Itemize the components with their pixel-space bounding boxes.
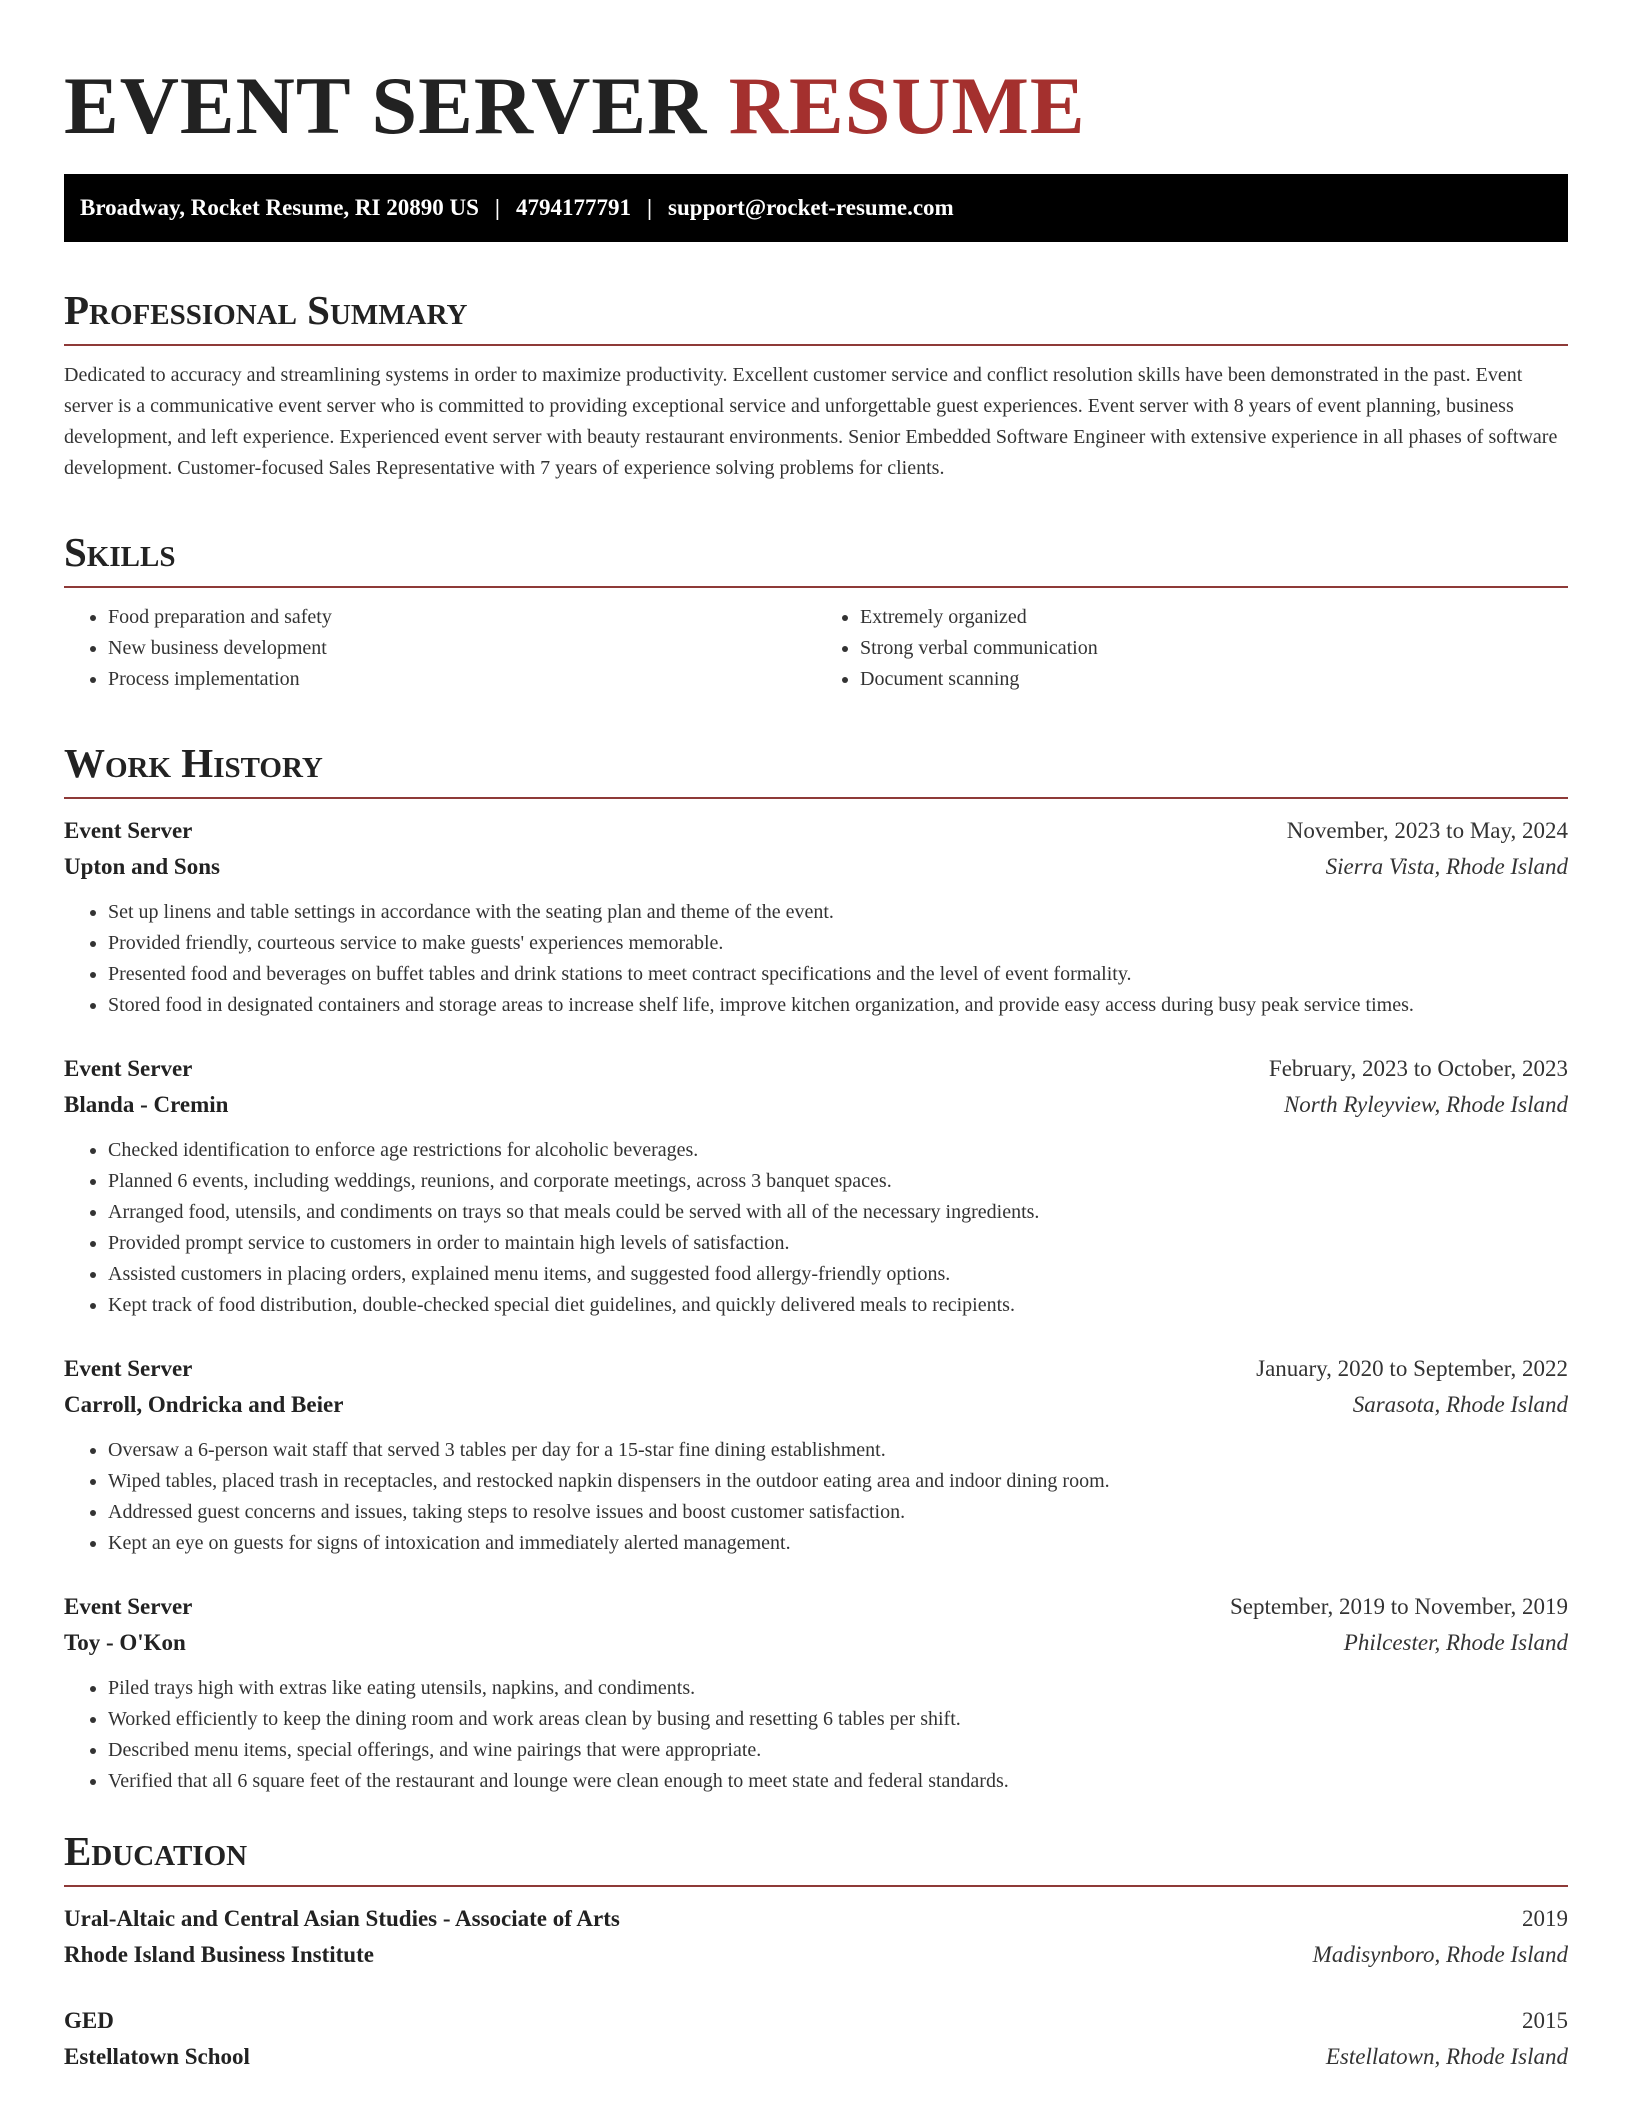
job-entry [64,1589,1568,1797]
work-history-heading: Work History [64,740,323,786]
job-bullet: • Wiped tables, placed trash in receptacles, and restocked napkin dispensers in the outdoor eating area and indoor dining room. [108,1466,1568,1497]
contact-email[interactable]: support@rocket-resume.com [668,195,954,220]
job-bullet: • Worked efficiently to keep the dining room and work areas clean by busing and resetting 6 tables per shift. [108,1704,1568,1735]
resume-title [64,58,1568,154]
skill-item: • Extremely organized [860,602,1568,633]
skills-section [64,528,1568,695]
job-company: Upton and Sons [64,854,220,879]
job-location: Philcester, Rhode Island [1343,1630,1568,1655]
job-bullet: • Stored food in designated containers and storage areas to increase shelf life, improve kitchen organization, and provide easy access during busy peak service times. [108,990,1568,1021]
skills-column-left [64,602,816,695]
job-entry [64,813,1568,1021]
job-bullet: • Kept track of food distribution, double-checked special diet guidelines, and quickly delivered meals to recipients. [108,1290,1568,1321]
job-dates: January, 2020 to September, 2022 [1256,1356,1568,1381]
education-degree: Ural-Altaic and Central Asian Studies - Associate of Arts [64,1906,620,1931]
education-location: Estellatown, Rhode Island [1325,2044,1568,2069]
job-bullet: • Piled trays high with extras like eating utensils, napkins, and condiments. [108,1673,1568,1704]
job-bullet: • Checked identification to enforce age restrictions for alcoholic beverages. [108,1135,1568,1166]
job-dates: September, 2019 to November, 2019 [1230,1594,1568,1619]
section-divider [64,586,1568,588]
education-year: 2015 [1522,2008,1568,2033]
skills-column-right [816,602,1568,695]
job-bullet: • Set up linens and table settings in accordance with the seating plan and theme of the event. [108,897,1568,928]
section-divider [64,344,1568,346]
education-entry [64,2003,1568,2075]
job-bullet: • Arranged food, utensils, and condiments on trays so that meals could be served with all of the necessary ingredients. [108,1197,1568,1228]
job-bullets [64,1435,1568,1559]
job-title: Event Server [64,818,193,843]
section-divider [64,797,1568,799]
section-divider [64,1885,1568,1887]
title-main: EVENT SERVER [64,60,708,151]
skills-list [64,602,1568,695]
job-bullet: • Oversaw a 6-person wait staff that served 3 tables per day for a 15-star fine dining establishment. [108,1435,1568,1466]
job-bullet: • Verified that all 6 square feet of the restaurant and lounge were clean enough to meet state and federal standards. [108,1766,1568,1797]
job-bullet: • Planned 6 events, including weddings, reunions, and corporate meetings, across 3 banquet spaces. [108,1166,1568,1197]
job-bullets [64,897,1568,1021]
title-accent: RESUME [728,60,1086,151]
summary-heading: Professional Summary [64,287,468,333]
skill-item: • New business development [108,633,816,664]
job-bullets [64,1673,1568,1797]
job-title: Event Server [64,1056,193,1081]
job-entry [64,1351,1568,1559]
job-company: Carroll, Ondricka and Beier [64,1392,344,1417]
job-entry [64,1051,1568,1321]
job-title: Event Server [64,1594,193,1619]
contact-separator: | [646,195,653,220]
skill-item: • Document scanning [860,664,1568,695]
job-bullet: • Described menu items, special offerings, and wine pairings that were appropriate. [108,1735,1568,1766]
contact-phone: 4794177791 [515,195,631,220]
education-entry [64,1901,1568,1973]
work-history-section [64,739,1568,1797]
job-company: Blanda - Cremin [64,1092,229,1117]
job-bullets [64,1135,1568,1321]
education-school: Estellatown School [64,2044,250,2069]
job-title: Event Server [64,1356,193,1381]
skills-heading: Skills [64,529,176,575]
contact-address: Broadway, Rocket Resume, RI 20890 US [80,195,479,220]
job-bullet: • Provided prompt service to customers in order to maintain high levels of satisfaction. [108,1228,1568,1259]
education-year: 2019 [1522,1906,1568,1931]
job-location: Sierra Vista, Rhode Island [1325,854,1568,879]
job-bullet: • Addressed guest concerns and issues, taking steps to resolve issues and boost customer satisfaction. [108,1497,1568,1528]
summary-text: Dedicated to accuracy and streamlining systems in order to maximize productivity. Excellent customer service and conflict resolution skills have been demonstrated in the past. Event server is a communicative event server who is committed to providing exceptional service and unforgettable guest experiences. Event server with 8 years of event planning, business development, and left experience. Experienced event server with beauty restaurant environments. Senior Embedded Software Engineer with extensive experience in all phases of software development. Customer-focused Sales Representative with 7 years of experience solving problems for clients. [64,364,1558,479]
education-section [64,1827,1568,2075]
education-heading: Education [64,1828,248,1874]
job-location: Sarasota, Rhode Island [1352,1392,1568,1417]
skill-item: • Food preparation and safety [108,602,816,633]
skill-item: • Process implementation [108,664,816,695]
education-school: Rhode Island Business Institute [64,1942,374,1967]
job-bullet: • Provided friendly, courteous service to make guests' experiences memorable. [108,928,1568,959]
job-location: North Ryleyview, Rhode Island [1283,1092,1568,1117]
education-degree: GED [64,2008,114,2033]
skill-item: • Strong verbal communication [860,633,1568,664]
job-bullet: • Assisted customers in placing orders, explained menu items, and suggested food allergy-friendly options. [108,1259,1568,1290]
contact-bar [64,174,1568,242]
education-location: Madisynboro, Rhode Island [1312,1942,1568,1967]
job-dates: November, 2023 to May, 2024 [1286,818,1568,843]
job-bullet: • Kept an eye on guests for signs of intoxication and immediately alerted management. [108,1528,1568,1559]
summary-section [64,286,1568,484]
contact-separator: | [494,195,500,220]
job-dates: February, 2023 to October, 2023 [1268,1056,1568,1081]
job-bullet: • Presented food and beverages on buffet tables and drink stations to meet contract specifications and the level of event formality. [108,959,1568,990]
job-company: Toy - O'Kon [64,1630,186,1655]
